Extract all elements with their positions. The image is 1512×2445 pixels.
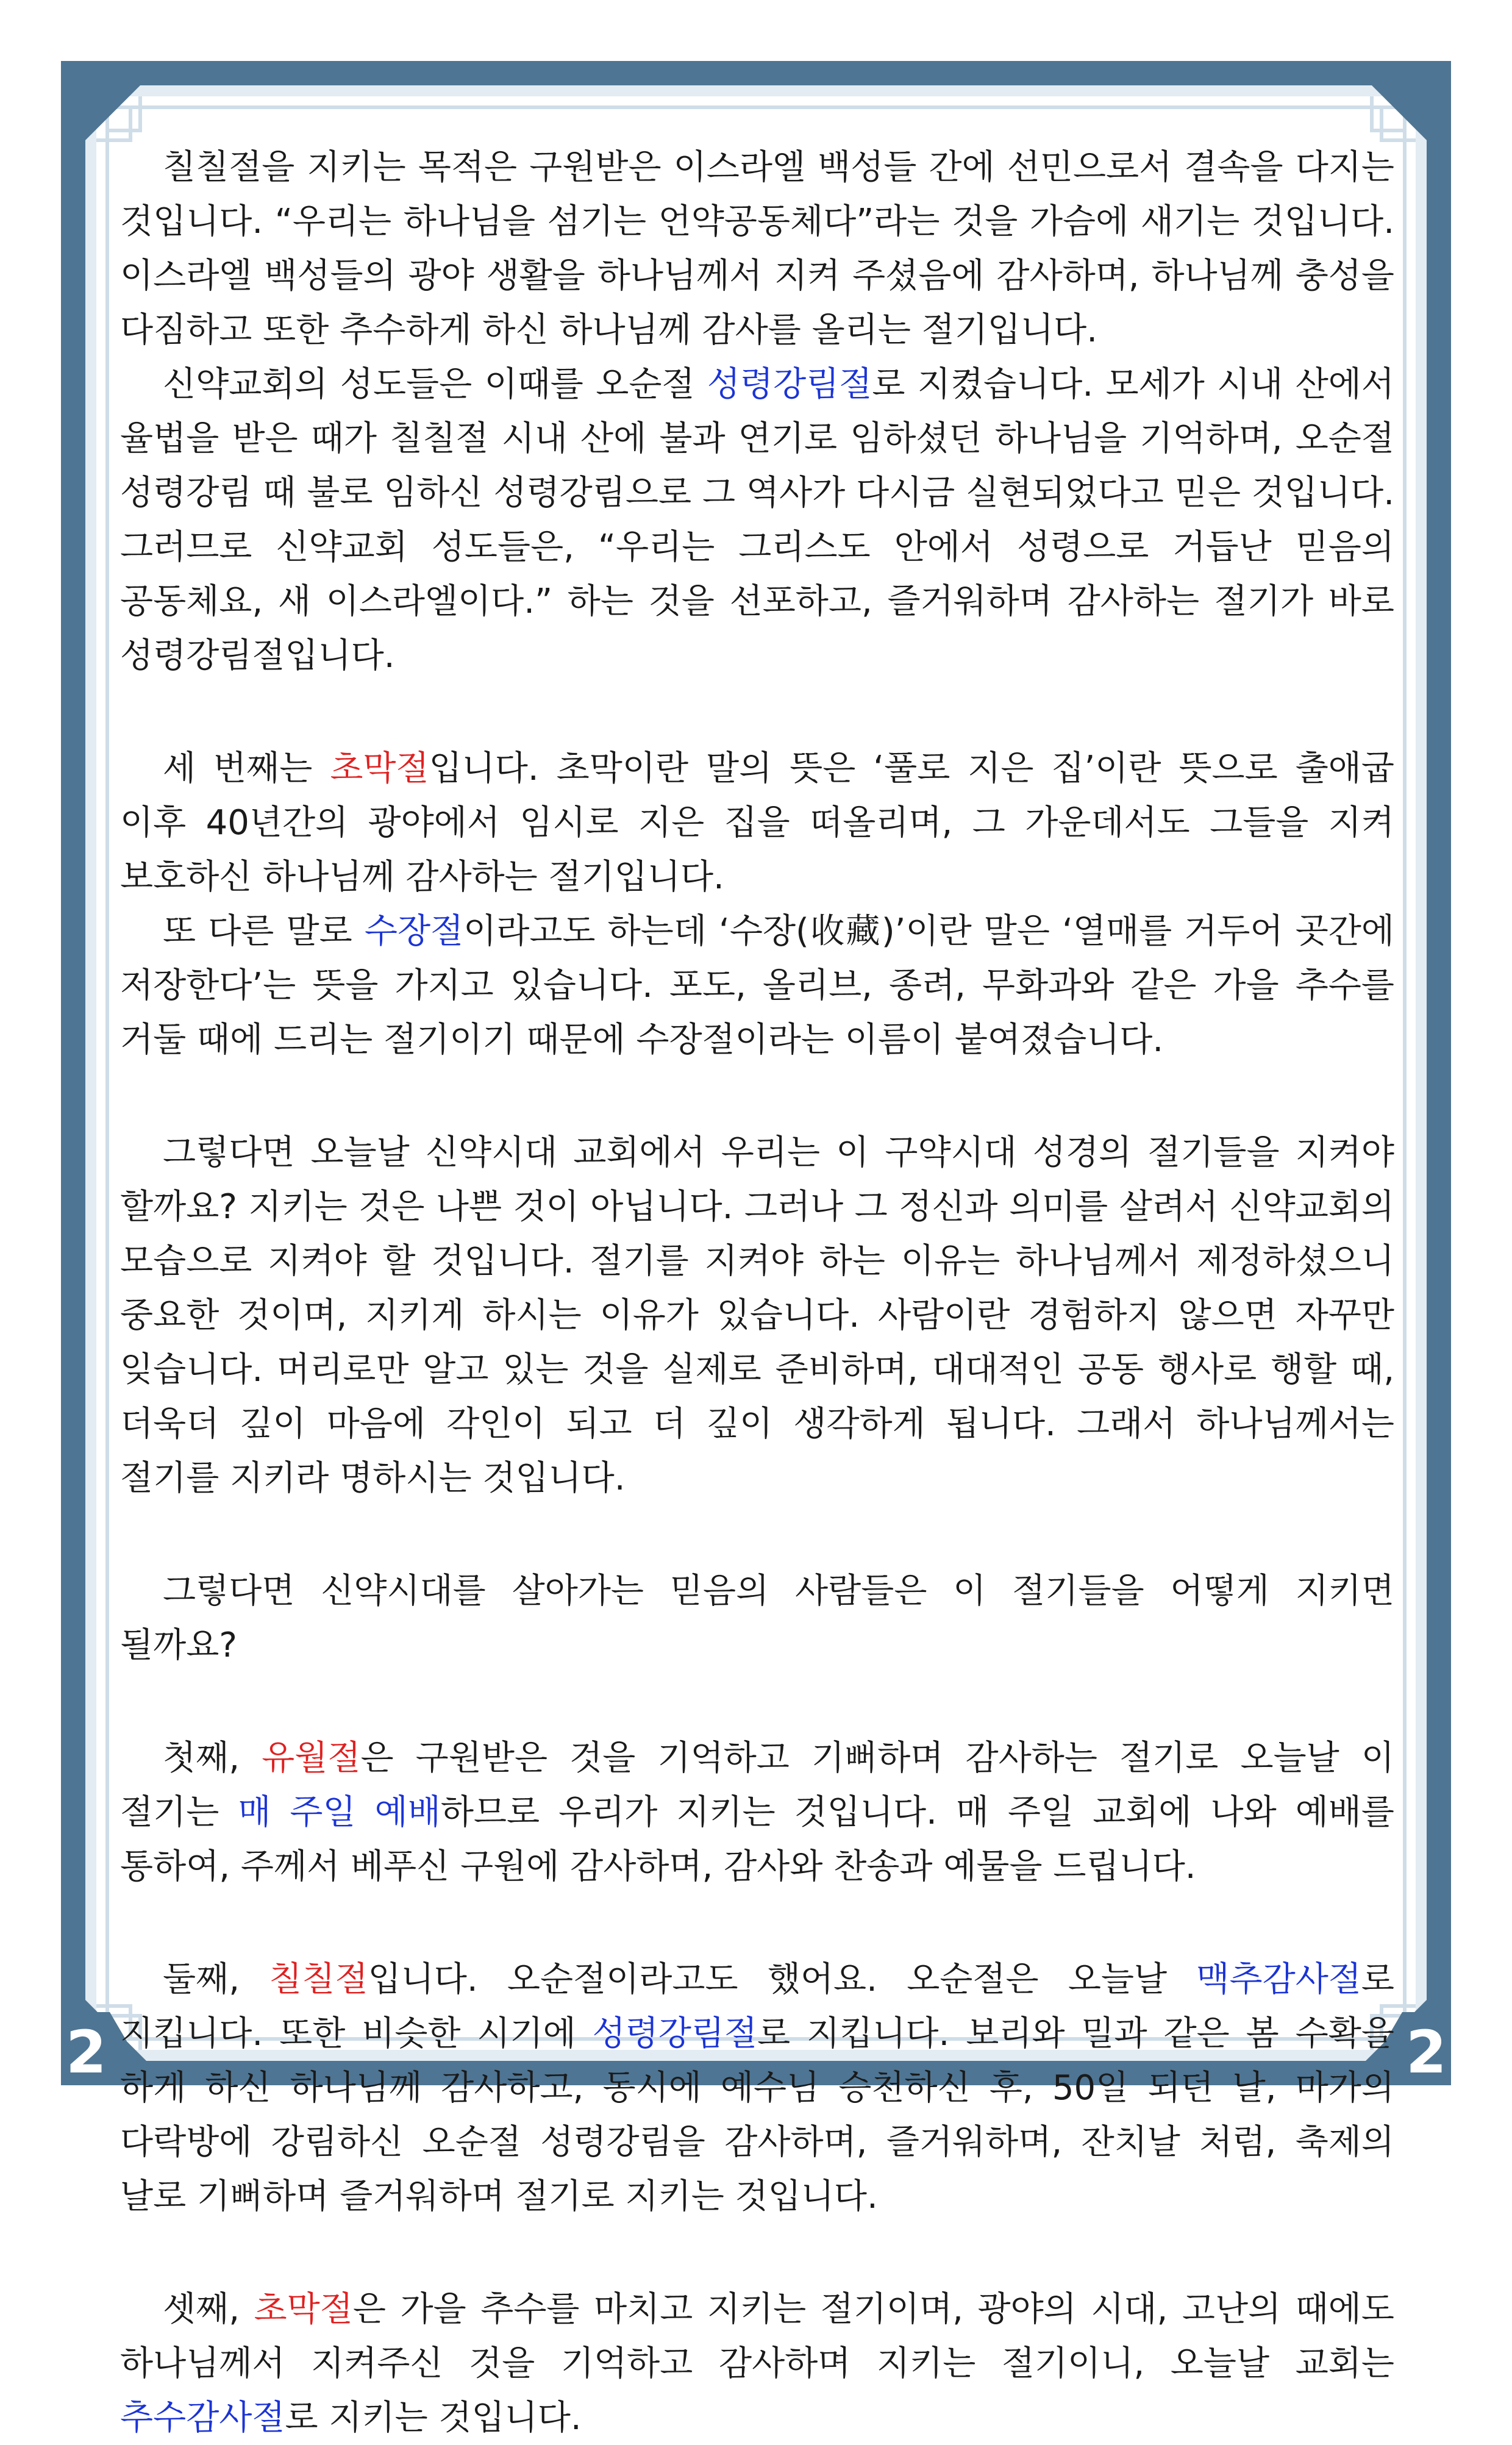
text-segment: 로 지키는 것입니다. (285, 2398, 582, 2438)
text-segment: 그렇다면 오늘날 신약시대 교회에서 우리는 이 구약시대 성경의 절기들을 지켜야 할까요? 지키는 것은 나쁜 것이 아닙니다. 그러나 그 정신과 의미를 살려서 신약교회의 모습으로 지켜야 할 것입니다. 절기를 지켜야 하는 이유는 하나님께서 제정하셨으니 중요한 것이며, 지키게 하시는 이유가 있습니다. 사람이란 경험하지 않으면 자꾸만 잊습니다. 머리로만 알고 있는 것을 실제로 준비하며, 대대적인 공동 행사로 행할 때, 더욱더 깊이 마음에 각인이 되고 더 깊이 생각하게 됩니다. 그래서 하나님께서는 절기를 지키라 명하시는 것입니다. (120, 1133, 1394, 1498)
highlight-red: 초막절 (330, 749, 429, 788)
text-segment: 입니다. 오순절이라고도 했어요. 오순절은 오늘날 (368, 1960, 1197, 1999)
highlight-red: 칠칠절 (269, 1960, 368, 1999)
paragraph (120, 2282, 1394, 2445)
text-segment: 로 지킵니다. 또한 비슷한 시기에 (120, 1960, 1394, 2054)
paragraph (120, 904, 1394, 1067)
paragraph (120, 1952, 1394, 2224)
text-segment: 이라고도 하는데 ‘수장(收藏)’이란 말은 ‘열매를 거두어 곳간에 저장한다’는 뜻을 가지고 있습니다. 포도, 올리브, 종려, 무화과와 같은 가을 추수를 거둘 때에 드리는 절기이기 때문에 수장절이라는 이름이 붙여졌습니다. (120, 912, 1395, 1060)
page-number-left: 2 (66, 2018, 107, 2086)
text-segment: 세 번째는 (163, 749, 330, 788)
text-segment: 첫째, (163, 1738, 262, 1778)
text-segment: 입니다. 초막이란 말의 뜻은 ‘풀로 지은 집’이란 뜻으로 출애굽 이후 40년간의 광야에서 임시로 지은 집을 떠올리며, 그 가운데서도 그들을 지켜 보호하신 하나님께 감사하는 절기입니다. (120, 749, 1394, 897)
text-segment: 또 다른 말로 (163, 912, 365, 951)
paragraph (120, 140, 1394, 357)
highlight-blue: 수장절 (364, 912, 464, 951)
body-text (120, 140, 1394, 2445)
text-segment: 로 지킵니다. 보리와 밀과 같은 봄 수확을 하게 하신 하나님께 감사하고, 동시에 예수님 승천하신 후, 50일 되던 날, 마가의 다락방에 강림하신 오순절 성령강림을 감사하며, 즐거워하며, 잔치날 처럼, 축제의 날로 기뻐하며 즐거워하며 절기로 지키는 것입니다. (120, 2014, 1394, 2216)
paragraph (120, 1126, 1394, 1505)
highlight-blue: 추수감사절 (120, 2398, 285, 2438)
highlight-red: 유월절 (262, 1738, 361, 1778)
text-segment: 로 지켰습니다. 모세가 시내 산에서 율법을 받은 때가 칠칠절 시내 산에 불과 연기로 임하셨던 하나님을 기억하며, 오순절 성령강림 때 불로 임하신 성령강림으로 그 역사가 다시금 실현되었다고 믿은 것입니다. 그러므로 신약교회 성도들은, “우리는 그리스도 안에서 성령으로 거듭난 믿음의 공동체요, 새 이스라엘이다.” 하는 것을 선포하고, 즐거워하며 감사하는 절기가 바로 성령강림절입니다. (120, 365, 1394, 676)
text-segment: 셋째, (163, 2290, 254, 2329)
paragraph (120, 1564, 1394, 1672)
text-segment: 그렇다면 신약시대를 살아가는 믿음의 사람들은 이 절기들을 어떻게 지키면 될까요? (120, 1571, 1394, 1665)
text-segment: 칠칠절을 지키는 목적은 구원받은 이스라엘 백성들 간에 선민으로서 결속을 다지는 것입니다. “우리는 하나님을 섬기는 언약공동체다”라는 것을 가슴에 새기는 것입니다. 이스라엘 백성들의 광야 생활을 하나님께서 지켜 주셨음에 감사하며, 하나님께 충성을 다짐하고 또한 추수하게 하신 하나님께 감사를 올리는 절기입니다. (120, 148, 1394, 350)
highlight-blue: 맥추감사절 (1196, 1960, 1361, 1999)
text-segment: 둘째, (163, 1960, 269, 1999)
highlight-blue: 성령강림절 (592, 2014, 758, 2054)
paragraph (120, 357, 1394, 683)
highlight-red: 초막절 (254, 2290, 353, 2329)
text-segment: 은 가을 추수를 마치고 지키는 절기이며, 광야의 시대, 고난의 때에도 하나님께서 지켜주신 것을 기억하고 감사하며 지키는 절기이니, 오늘날 교회는 (120, 2290, 1394, 2383)
paragraph (120, 741, 1394, 904)
text-segment: 은 구원받은 것을 기억하고 기뻐하며 감사하는 절기로 오늘날 이 절기는 (120, 1738, 1395, 1832)
page-number-right: 2 (1406, 2018, 1447, 2086)
highlight-blue: 매 주일 예배 (238, 1793, 441, 1832)
text-segment: 하므로 우리가 지키는 것입니다. 매 주일 교회에 나와 예배를 통하여, 주께서 베푸신 구원에 감사하며, 감사와 찬송과 예물을 드립니다. (120, 1793, 1394, 1886)
paragraph (120, 1731, 1394, 1894)
highlight-blue: 성령강림절 (707, 365, 872, 404)
text-segment: 신약교회의 성도들은 이때를 오순절 (163, 365, 707, 404)
